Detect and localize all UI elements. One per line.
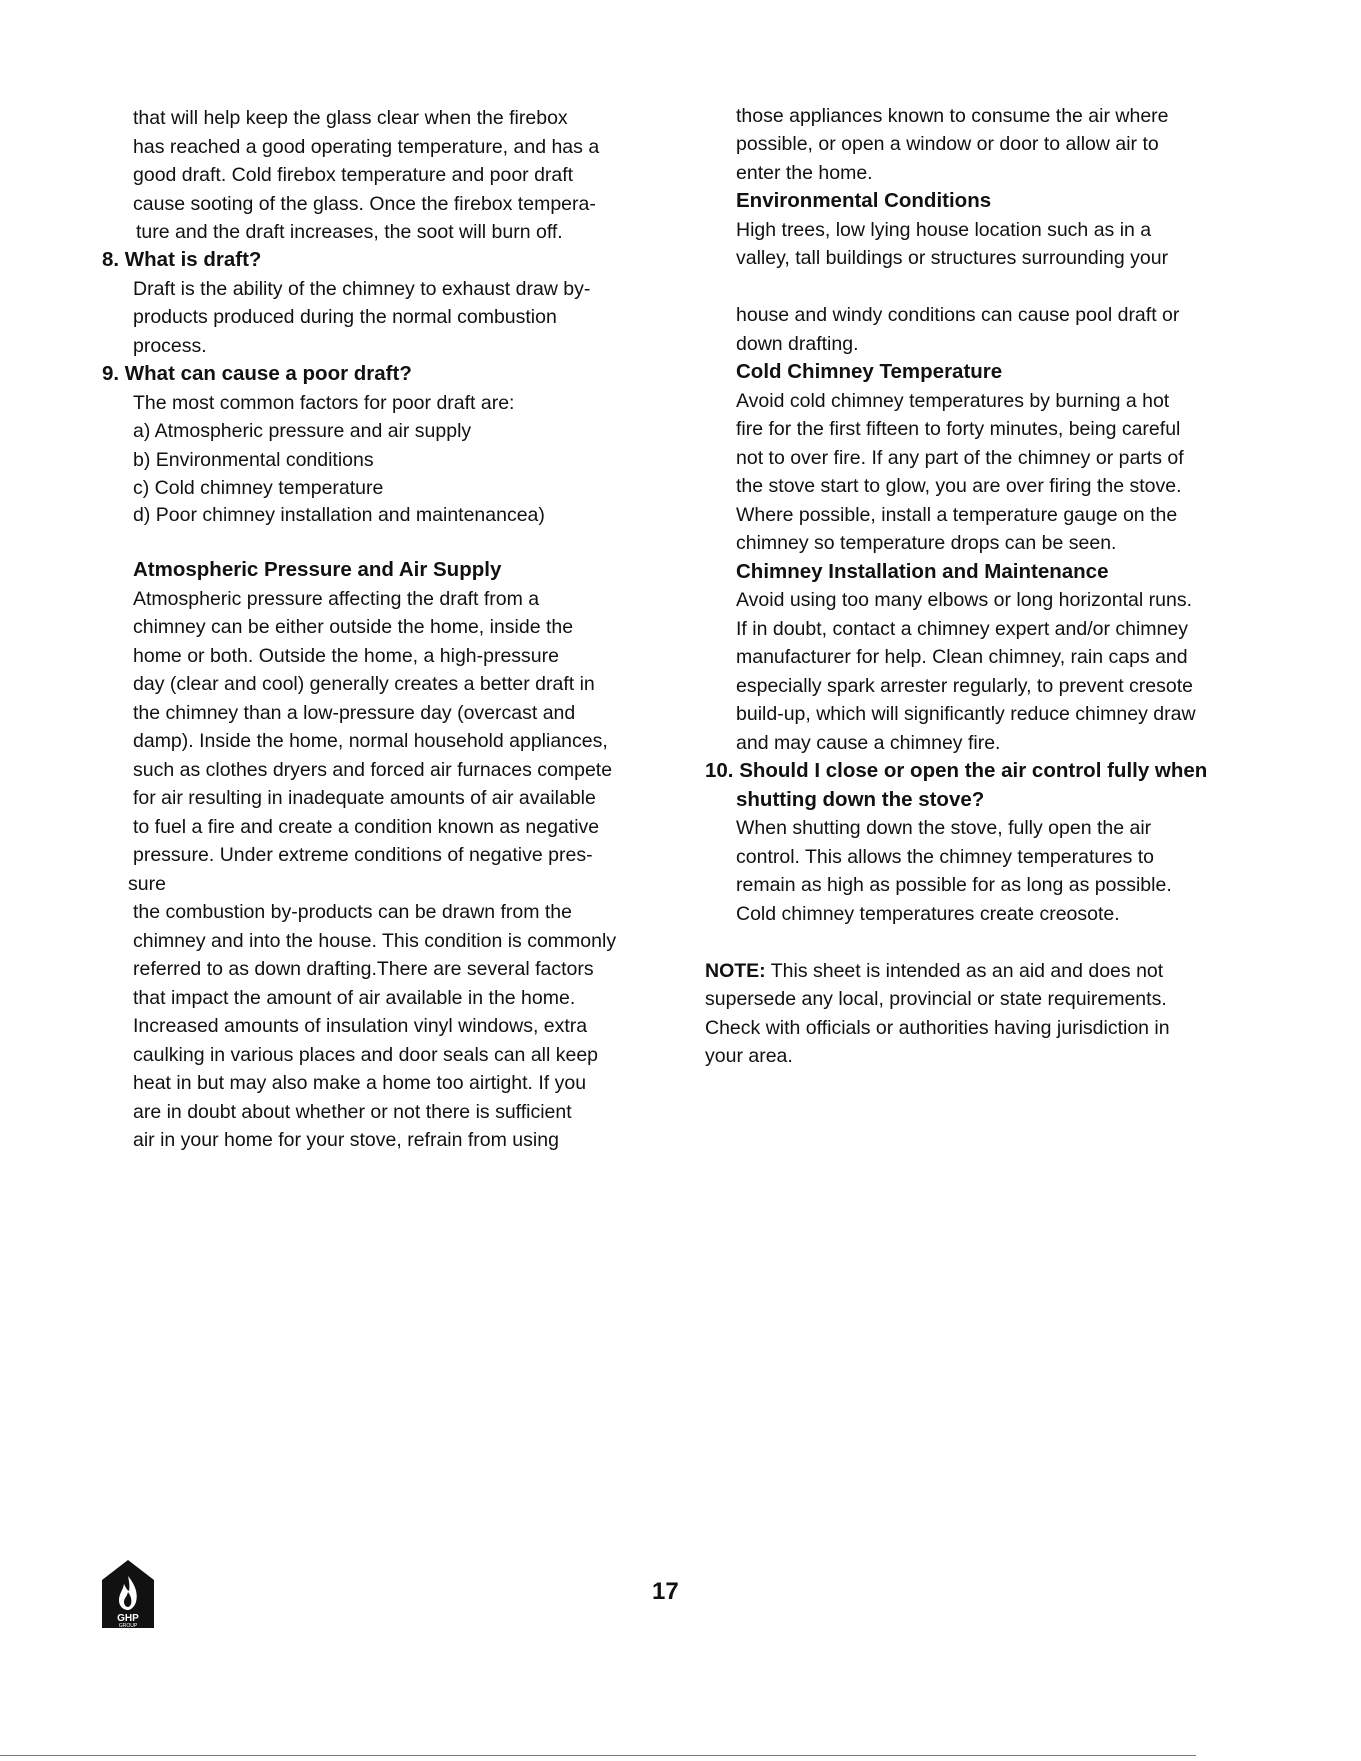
body-line: for air resulting in inadequate amounts of air available — [133, 787, 596, 809]
body-line: and may cause a chimney fire. — [736, 732, 1001, 754]
ghp-group-logo — [98, 1558, 158, 1630]
body-line: to fuel a fire and create a condition known as negative — [133, 816, 600, 838]
body-line: the combustion by-products can be drawn from the — [133, 901, 572, 923]
page-number: 17 — [652, 1578, 679, 1605]
logo-text: GHP — [117, 1613, 139, 1624]
body-line: that will help keep the glass clear when the firebox — [133, 107, 568, 129]
body-line: good draft. Cold firebox temperature and poor draft — [133, 164, 574, 186]
body-line: not to over fire. If any part of the chimney or parts of — [736, 447, 1184, 469]
body-line: process. — [133, 335, 207, 357]
body-line: High trees, low lying house location such as in a — [736, 219, 1152, 241]
cold-chimney-heading: Cold Chimney Temperature — [736, 360, 1003, 383]
body-line: sure — [128, 873, 166, 895]
question-10-heading: 10. Should I close or open the air control fully when — [705, 759, 1208, 782]
body-line: the chimney than a low-pressure day (overcast and — [133, 702, 576, 724]
body-line: Check with officials or authorities having jurisdiction in — [705, 1017, 1170, 1039]
body-line: referred to as down drafting.There are several factors — [133, 958, 594, 980]
question-10-heading-cont: shutting down the stove? — [736, 788, 985, 811]
body-line: pressure. Under extreme conditions of negative pres- — [133, 844, 593, 866]
body-line: If in doubt, contact a chimney expert and/or chimney — [736, 618, 1188, 640]
body-line: The most common factors for poor draft are: — [133, 392, 515, 414]
body-line: such as clothes dryers and forced air furnaces compete — [133, 759, 613, 781]
body-line: manufacturer for help. Clean chimney, rain caps and — [736, 646, 1188, 668]
list-item: a) Atmospheric pressure and air supply — [133, 420, 472, 442]
body-line: build-up, which will significantly reduce chimney draw — [736, 703, 1196, 725]
body-line: When shutting down the stove, fully open the air — [736, 817, 1152, 839]
body-line: products produced during the normal combustion — [133, 306, 557, 328]
body-line: damp). Inside the home, normal household appliances, — [133, 730, 608, 752]
body-line: chimney and into the house. This condition is commonly — [133, 930, 617, 952]
note-line — [705, 959, 1163, 983]
body-line: house and windy conditions can cause pool draft or — [736, 304, 1180, 326]
body-line: caulking in various places and door seals can all keep — [133, 1044, 599, 1066]
list-item: d) Poor chimney installation and maintenancea) — [133, 504, 545, 526]
body-line: possible, or open a window or door to allow air to — [736, 133, 1159, 155]
body-line: Atmospheric pressure affecting the draft from a — [133, 588, 540, 610]
body-line: heat in but may also make a home too airtight. If you — [133, 1072, 587, 1094]
body-line: day (clear and cool) generally creates a better draft in — [133, 673, 595, 695]
body-line: Where possible, install a temperature gauge on the — [736, 504, 1178, 526]
body-line: ture and the draft increases, the soot will burn off. — [136, 221, 563, 243]
body-line: Avoid using too many elbows or long horizontal runs. — [736, 589, 1192, 611]
body-line: cause sooting of the glass. Once the firebox tempera- — [133, 193, 596, 215]
body-line: chimney so temperature drops can be seen. — [736, 532, 1117, 554]
body-line: Cold chimney temperatures create creosote. — [736, 903, 1120, 925]
bottom-rule — [0, 1755, 1196, 1756]
list-item: c) Cold chimney temperature — [133, 477, 384, 499]
body-line: especially spark arrester regularly, to prevent cresote — [736, 675, 1194, 697]
list-item: b) Environmental conditions — [133, 449, 374, 471]
body-line: Increased amounts of insulation vinyl windows, extra — [133, 1015, 588, 1037]
logo-subtext: GROUP — [118, 1623, 138, 1629]
body-line: control. This allows the chimney temperatures to — [736, 846, 1154, 868]
question-8-heading: 8. What is draft? — [102, 248, 262, 271]
note-text: This sheet is intended as an aid and does not — [765, 960, 1164, 982]
atmospheric-heading: Atmospheric Pressure and Air Supply — [133, 558, 502, 581]
body-line: air in your home for your stove, refrain from using — [133, 1129, 559, 1151]
body-line: chimney can be either outside the home, inside the — [133, 616, 574, 638]
body-line: Avoid cold chimney temperatures by burning a hot — [736, 390, 1170, 412]
body-line: down drafting. — [736, 333, 859, 355]
body-line: supersede any local, provincial or state requirements. — [705, 988, 1167, 1010]
body-line: that impact the amount of air available in the home. — [133, 987, 576, 1009]
note-label: NOTE: — [705, 960, 766, 982]
environmental-heading: Environmental Conditions — [736, 189, 992, 212]
body-line: your area. — [705, 1045, 793, 1067]
body-line: remain as high as possible for as long as possible. — [736, 874, 1172, 896]
body-line: Draft is the ability of the chimney to exhaust draw by- — [133, 278, 591, 300]
chimney-installation-heading: Chimney Installation and Maintenance — [736, 560, 1109, 583]
body-line: the stove start to glow, you are over firing the stove. — [736, 475, 1182, 497]
body-line: are in doubt about whether or not there is sufficient — [133, 1101, 572, 1123]
body-line: enter the home. — [736, 162, 873, 184]
body-line: fire for the first fifteen to forty minutes, being careful — [736, 418, 1181, 440]
body-line: valley, tall buildings or structures surrounding your — [736, 247, 1169, 269]
body-line: has reached a good operating temperature, and has a — [133, 136, 600, 158]
question-9-heading: 9. What can cause a poor draft? — [102, 362, 412, 385]
body-line: those appliances known to consume the air where — [736, 105, 1169, 127]
body-line: home or both. Outside the home, a high-pressure — [133, 645, 559, 667]
